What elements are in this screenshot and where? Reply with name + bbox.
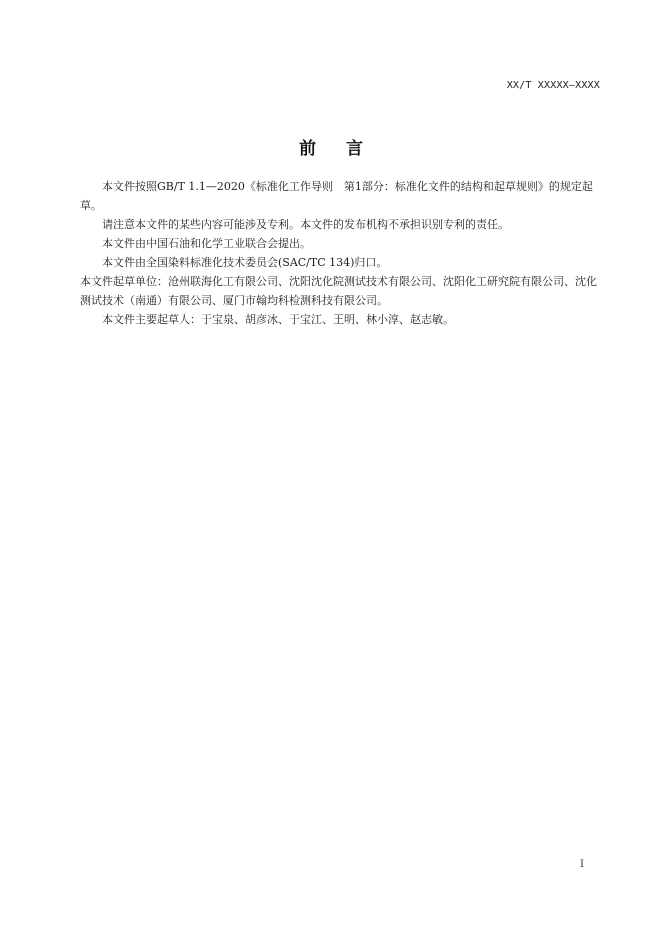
foreword-body [80,177,600,329]
page-title: 前言 [299,139,393,159]
document-code: XX/T XXXXX—XXXX [506,80,600,91]
foreword-paragraph-drafters: 本文件主要起草人：于宝泉、胡彦冰、于宝江、王明、林小淳、赵志敏。 [102,313,454,326]
foreword-paragraph-patent-notice: 请注意本文件的某些内容可能涉及专利。本文件的发布机构不承担识别专利的责任。 [102,218,509,231]
foreword-paragraph-proposer: 本文件由中国石油和化学工业联合会提出。 [102,237,311,250]
foreword-paragraph-drafting-rules: 本文件按照GB/T 1.1—2020《标准化工作导则 第1部分：标准化文件的结构和起草规则》的规定起草。 [80,180,593,212]
foreword-paragraph-committee: 本文件由全国染料标准化技术委员会(SAC/TC 134)归口。 [102,256,388,269]
page-number: I [580,859,584,870]
foreword-paragraph-drafting-units: 本文件起草单位：沧州联海化工有限公司、沈阳沈化院测试技术有限公司、沈阳化工研究院有限公司、沈化测试技术（南通）有限公司、厦门市翰均科检测科技有限公司。 [80,275,597,307]
